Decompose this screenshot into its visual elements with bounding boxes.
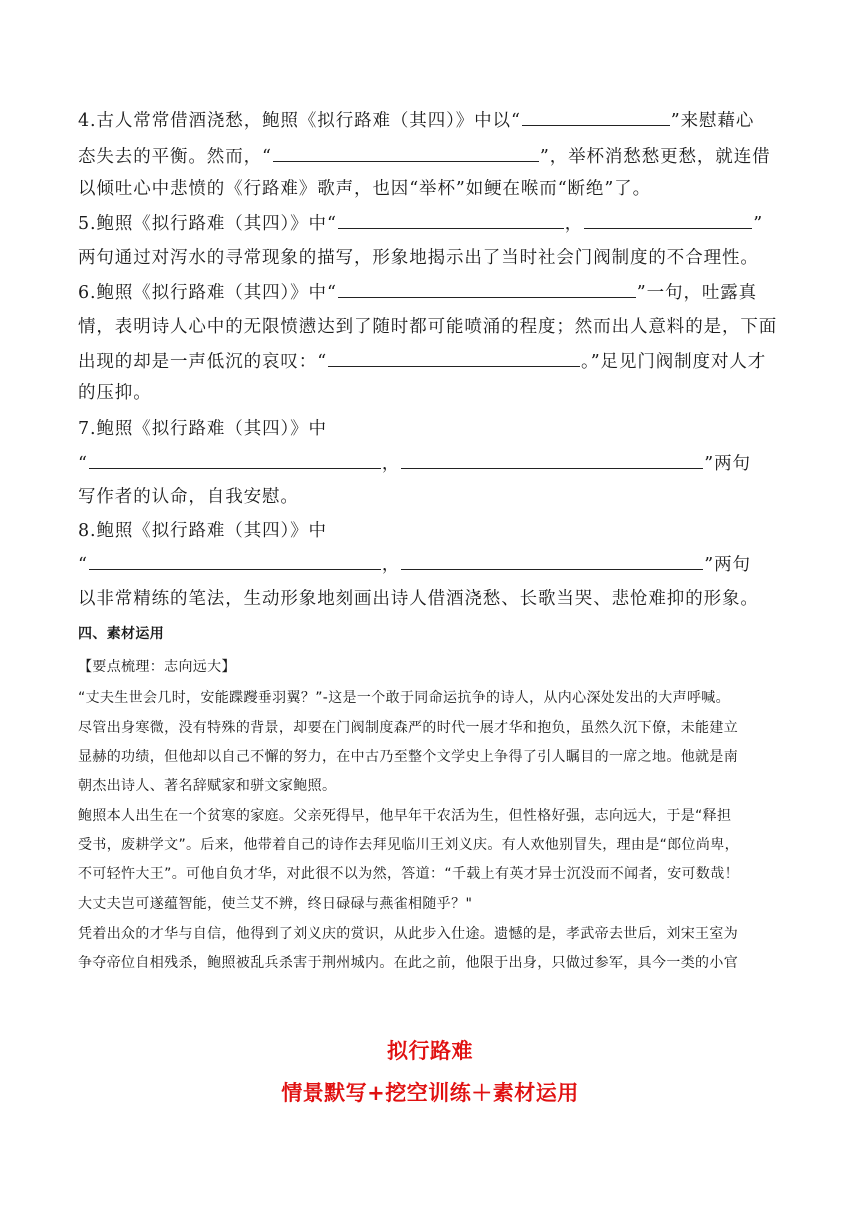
section-heading: 四、素材运用: [78, 626, 165, 642]
question-7-line-3: [78, 480, 782, 514]
question-text: ”两句: [704, 555, 751, 575]
question-text: ”两句: [704, 454, 751, 474]
question-text: ，: [381, 454, 401, 474]
fill-blank: [89, 547, 381, 570]
fill-blank: [584, 206, 752, 229]
fill-blank: [401, 446, 703, 469]
question-text: 4.古人常常借酒浇愁，鲍照《拟行路难（其四）》中以“: [78, 111, 521, 131]
document-subtitle: 情景默写+挖空训练＋素材运用: [281, 1081, 579, 1105]
paragraph-line: 朝杰出诗人、著名辞赋家和骈文家鲍照。: [78, 778, 337, 794]
question-text: 写作者的认命，自我安慰。: [78, 487, 299, 507]
question-6-line-2: [78, 310, 782, 344]
question-text: ”来慰藉心: [670, 111, 755, 131]
question-text: 以非常精练的笔法，生动形象地刻画出诗人借酒浇愁、长歌当哭、悲怆难抑的形象。: [78, 589, 759, 609]
question-text: “: [78, 454, 88, 474]
fill-blank: [338, 275, 636, 298]
section-subheading: 【要点梳理：志向远大】: [78, 659, 236, 675]
document-title: 拟行路难: [387, 1039, 473, 1063]
question-8-line-3: [78, 582, 782, 616]
paragraph-line: 凭着出众的才华与自信，他得到了刘义庆的赏识，从此步入仕途。遗憾的是，孝武帝去世后，刘宋王室为: [78, 926, 739, 942]
question-7-line-2: [78, 446, 782, 480]
paragraph-line: 尽管出身寒微，没有特殊的背景，却要在门阀制度森严的时代一展才华和抱负，虽然久沉下僚，未能建立: [78, 720, 739, 736]
question-4-line-1: [78, 103, 782, 137]
question-4-line-2: [78, 139, 782, 173]
question-text: 5.鲍照《拟行路难（其四）》中“: [78, 214, 337, 234]
question-5-line-1: [78, 206, 782, 240]
question-text: 态失去的平衡。然而，“: [78, 147, 272, 167]
question-text: ”，举杯消愁愁更愁，就连借: [539, 147, 771, 167]
fill-blank: [522, 103, 670, 126]
question-text: 的压抑。: [78, 383, 152, 403]
question-5-line-2: [78, 241, 782, 275]
fill-blank: [328, 344, 580, 367]
question-text: ，: [564, 214, 584, 234]
question-8-line-1: [78, 514, 782, 548]
question-text: 6.鲍照《拟行路难（其四）》中“: [78, 283, 337, 303]
question-text: 8.鲍照《拟行路难（其四）》中: [78, 521, 327, 541]
question-text: 以倾吐心中悲愤的《行路难》歌声，也因“举杯”如鲠在喉而“断绝”了。: [78, 179, 651, 199]
question-text: ”一句，吐露真: [636, 283, 758, 303]
fill-blank: [273, 139, 539, 162]
paragraph-line: 鲍照本人出生在一个贫寒的家庭。父亲死得早，他早年干农活为生，但性格好强，志向远大，于是“释担: [78, 808, 732, 824]
question-6-line-4: [78, 376, 782, 410]
paragraph-line: 争夺帝位自相残杀，鲍照被乱兵杀害于荆州城内。在此之前，他限于出身，只做过参军，具今一类的小官: [78, 955, 739, 971]
question-6-line-1: [78, 275, 782, 309]
paragraph-line: 不可轻忤大王”。可他自负才华，对此很不以为然，答道：“千载上有英才异士沉没而不闻者，安可数哉！: [78, 866, 739, 882]
question-text: 。”足见门阀制度对人才: [581, 352, 767, 372]
question-8-line-2: [78, 547, 782, 581]
question-text: 情，表明诗人心中的无限愤懑达到了随时都可能喷涌的程度；然而出人意料的是，下面: [78, 317, 778, 337]
paragraph-line: 大丈夫岂可遂蕴智能，使兰艾不辨，终日碌碌与燕雀相随乎？": [78, 896, 473, 912]
question-text: “: [78, 555, 88, 575]
question-text: ，: [381, 555, 401, 575]
question-4-line-3: [78, 172, 782, 206]
question-7-line-1: [78, 412, 782, 446]
question-text: 两句通过对泻水的寻常现象的描写，形象地揭示出了当时社会门阀制度的不合理性。: [78, 248, 759, 268]
paragraph-line: 受书，废耕学文”。后来，他带着自己的诗作去拜见临川王刘义庆。有人欢他别冒失，理由是“郎位尚卑，: [78, 837, 739, 853]
question-text: 出现的却是一声低沉的哀叹：“: [78, 352, 328, 372]
fill-blank: [401, 547, 703, 570]
question-6-line-3: [78, 344, 782, 378]
paragraph-line: “丈夫生世会几时，安能蹀躞垂羽翼？”-这是一个敢于同命运抗争的诗人，从内心深处发出的大声呼喊。: [78, 690, 731, 706]
question-text: ”: [753, 214, 764, 234]
question-text: 7.鲍照《拟行路难（其四）》中: [78, 419, 327, 439]
fill-blank: [89, 446, 381, 469]
paragraph-line: 显赫的功绩，但他却以自己不懈的努力，在中古乃至整个文学史上争得了引人瞩目的一席之地。他就是南: [78, 749, 739, 765]
fill-blank: [338, 206, 564, 229]
